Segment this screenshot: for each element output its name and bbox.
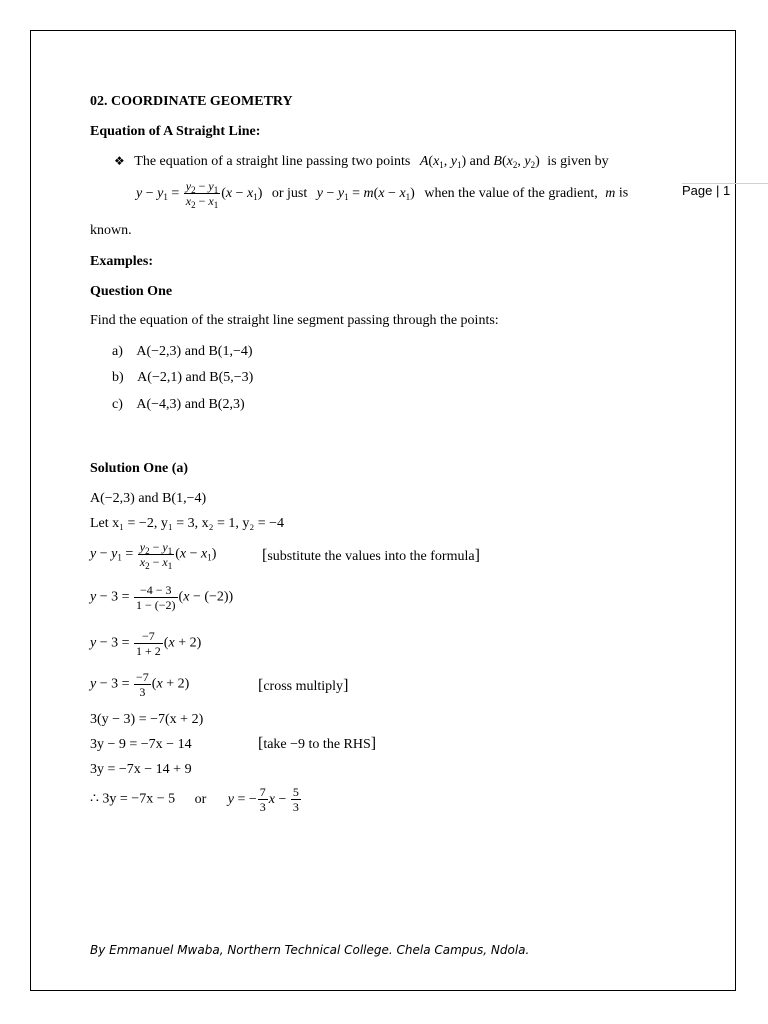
solution-step-5: 3(y − 3) = −7(x + 2) — [90, 712, 204, 727]
bullet-line-2: $y - y_1$ = $\frac{y_2 - y_1}{x_2 - x_1}$ $(x - x_1)$ or just $y - y_1 = m(x - x_1)$ when the value of the gradient, m is — [136, 179, 629, 210]
two-point-formula: $y - y_1$ = $\frac{y_2 - y_1}{x_2 - x_1}$ $(x - x_1)$ — [136, 179, 266, 210]
intro-is: is — [618, 185, 629, 201]
intro-when-gradient: when the value of the gradient, — [424, 185, 598, 201]
intro-text-1-end: is given by — [547, 154, 609, 169]
question-prompt: Find the equation of the straight line segment passing through the points: — [90, 313, 499, 328]
bullet-line-1 — [114, 154, 609, 170]
solution-points: A(−2,3) and B(1,−4) — [90, 491, 207, 506]
section-title: Equation of A Straight Line: — [90, 124, 261, 139]
solution-step-7: 3y = −7x − 14 + 9 — [90, 762, 192, 777]
solution-step-substitute: y − 3 = $\frac{-4 - 3}{1 - (-2)}$ (x − (−2)) — [90, 583, 234, 612]
question-part-b: b) A(−2,1) and B(5,−3) — [112, 370, 254, 385]
note-take-rhs: [take −9 to the RHS] — [258, 735, 377, 752]
note-substitute: [substitute the values into the formula] — [262, 547, 480, 564]
solution-step-formula: $y - y_1$ = $\frac{y_2 - y_1}{x_2 - x_1}$ $(x - x_1)$ — [90, 540, 217, 571]
examples-heading: Examples: — [90, 254, 153, 269]
solution-title: Solution One (a) — [90, 461, 189, 476]
note-cross-multiply: [cross multiply] — [258, 677, 349, 694]
solution-step-simplify: y − 3 = $\frac{-7}{1 + 2}$ (x + 2) — [90, 629, 202, 658]
question-part-a: a) A(−2,3) and B(1,−4) — [112, 344, 253, 359]
intro-known: known. — [90, 223, 132, 238]
diamond-bullet-icon: ❖ — [114, 154, 125, 168]
page-number: Page | 1 — [682, 183, 731, 198]
chapter-title: 02. COORDINATE GEOMETRY — [90, 94, 293, 109]
intro-or-just: or just — [271, 185, 308, 201]
intro-text-1: The equation of a straight line passing two points — [134, 154, 411, 169]
question-part-c: c) A(−4,3) and B(2,3) — [112, 397, 245, 412]
point-b-formula: $B(x_2$, $y_2$) — [493, 154, 540, 170]
footer-credit: By Emmanuel Mwaba, Northern Technical College. Chela Campus, Ndola. — [90, 943, 530, 957]
solution-final: ∴ 3y = −7x − 5 or y = − $\frac{7}{3}$ x − $\frac{5}{3}$ — [90, 785, 299, 814]
point-a-formula: $A(x_1$, $y_1$) — [419, 154, 467, 170]
page-frame — [30, 30, 736, 991]
intro-and: and — [469, 154, 490, 169]
solution-step-reduced: y − 3 = $\frac{-7}{3}$ (x + 2) — [90, 670, 190, 699]
solution-step-6: 3y − 9 = −7x − 14 — [90, 737, 192, 752]
question-title: Question One — [90, 284, 173, 299]
solution-let: Let x₁ = −2, y₁ = 3, x₂ = 1, y₂ = −4 — [90, 516, 285, 531]
point-slope-formula: $y - y_1 = m(x - x_1)$ — [316, 185, 415, 202]
